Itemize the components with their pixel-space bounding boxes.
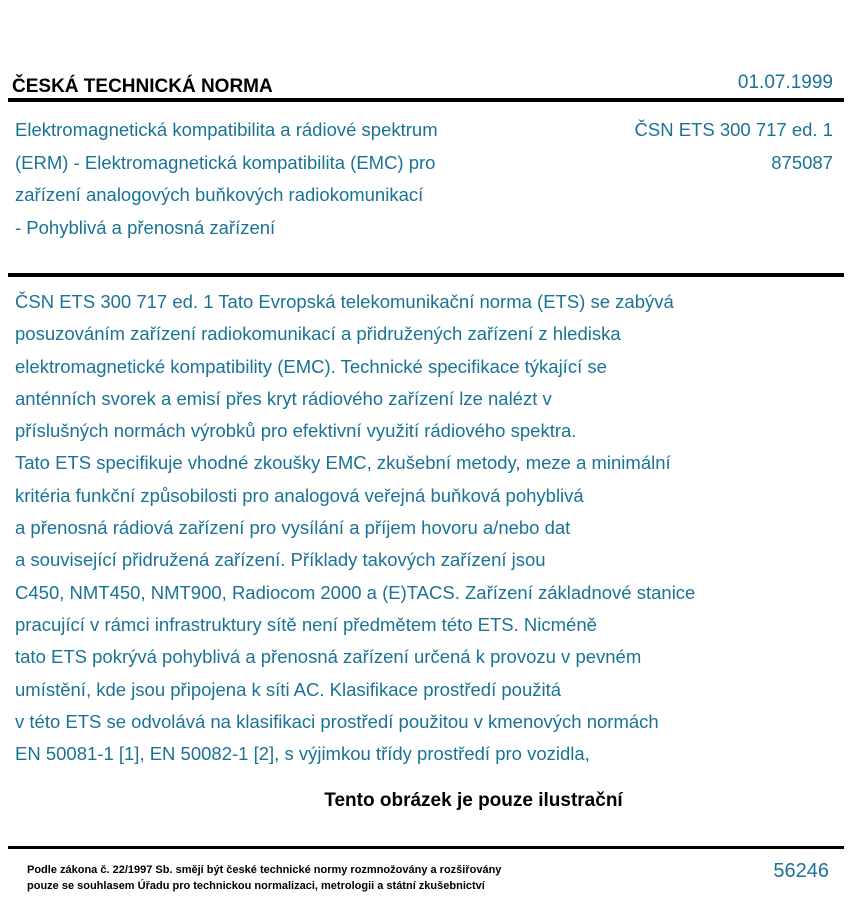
illustration-notice: Tento obrázek je pouze ilustrační	[324, 790, 623, 811]
abstract-line: pracující v rámci infrastruktury sítě není předmětem této ETS. Nicméně	[15, 613, 597, 635]
abstract-line: posuzováním zařízení radiokomunikací a přidružených zařízení z hlediska	[15, 323, 621, 345]
abstract-line: ČSN ETS 300 717 ed. 1 Tato Evropská telekomunikační norma (ETS) se zabývá	[15, 291, 674, 312]
abstract-line: umístění, kde jsou připojena k síti AC. Klasifikace prostředí použitá	[15, 678, 562, 700]
document-number: 56246	[773, 860, 829, 882]
standard-title-line: (ERM) - Elektromagnetická kompatibilita (EMC) pro	[15, 151, 436, 173]
abstract-line: anténních svorek a emisí přes kryt rádiového zařízení lze nalézt v	[15, 387, 552, 409]
abstract-line: EN 50081-1 [1], EN 50082-1 [2], s výjimkou třídy prostředí pro vozidla,	[15, 743, 590, 765]
standard-title-line: zařízení analogových buňkových radiokomunikací	[15, 184, 424, 205]
section-divider	[8, 273, 844, 277]
abstract-line: tato ETS pokrývá pohyblivá a přenosná zařízení určená k provozu v pevném	[15, 646, 642, 668]
abstract-line: Tato ETS specifikuje vhodné zkoušky EMC, zkušební metody, meze a minimální	[15, 452, 671, 474]
copyright-line: Podle zákona č. 22/1997 Sb. smějí být české technické normy rozmnožovány a rozšiřovány	[27, 864, 502, 876]
abstract-line: kritéria funkční způsobilosti pro analogová veřejná buňková pohyblivá	[15, 484, 584, 506]
standard-title-line: - Pohyblivá a přenosná zařízení	[15, 216, 276, 238]
classification-code: 875087	[771, 151, 833, 173]
abstract-line: elektromagnetické kompatibility (EMC). Technické specifikace týkající se	[15, 355, 607, 377]
abstract-line: C450, NMT450, NMT900, Radiocom 2000 a (E)TACS. Zařízení základnové stanice	[15, 581, 696, 603]
abstract-line: příslušných normách výrobků pro efektivní využití rádiového spektra.	[15, 420, 577, 442]
copyright-line: pouze se souhlasem Úřadu pro technickou normalizaci, metrologii a státní zkušebnictví	[27, 880, 485, 892]
standard-title-line: Elektromagnetická kompatibilita a rádiové spektrum	[15, 119, 438, 140]
page-title: ČESKÁ TECHNICKÁ NORMA	[12, 76, 273, 97]
standard-title	[15, 114, 535, 244]
abstract-line: v této ETS se odvolává na klasifikaci prostředí použitou v kmenových normách	[15, 710, 659, 732]
standard-designation: ČSN ETS 300 717 ed. 1	[634, 119, 833, 140]
footer-divider	[8, 846, 844, 849]
abstract-text	[15, 286, 845, 770]
standard-identifiers	[635, 114, 833, 179]
copyright-notice	[27, 862, 501, 894]
abstract-line: a související přidružená zařízení. Příklady takových zařízení jsou	[15, 549, 546, 571]
issue-date: 01.07.1999	[737, 72, 833, 93]
abstract-line: a přenosná rádiová zařízení pro vysílání a příjem hovoru a/nebo dat	[15, 517, 571, 539]
header-divider	[8, 98, 844, 102]
